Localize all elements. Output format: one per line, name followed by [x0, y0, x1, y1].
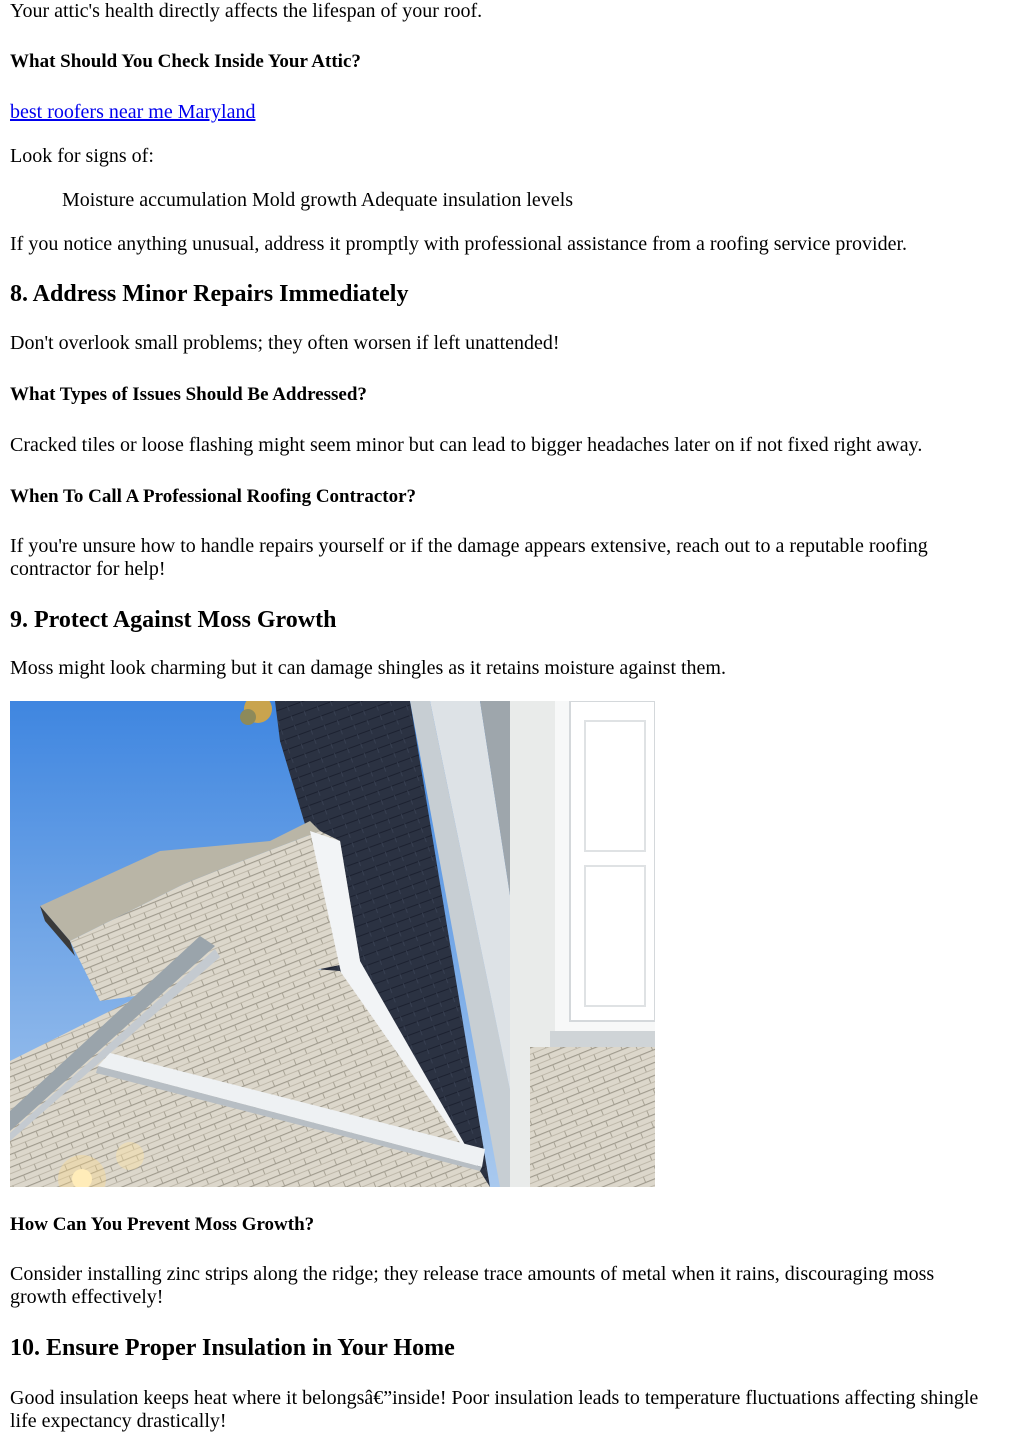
- intro-text: Your attic's health directly affects the lifespan of your roof.: [10, 0, 483, 22]
- issues-text: Cracked tiles or loose flashing might seem minor but can lead to bigger headaches later on if not fixed right away.: [10, 434, 923, 456]
- attic-heading: What Should You Check Inside Your Attic?: [10, 51, 361, 72]
- moss-heading: How Can You Prevent Moss Growth?: [10, 1214, 315, 1235]
- roofers-link[interactable]: best roofers near me Maryland: [10, 101, 256, 123]
- contractor-heading: When To Call A Professional Roofing Contractor?: [10, 486, 417, 507]
- unusual-text: If you notice anything unusual, address it promptly with professional assistance from a roofing service provider.: [10, 233, 908, 255]
- contractor-text-line1: If you're unsure how to handle repairs yourself or if the damage appears extensive, reach out to a reputable roofing: [10, 535, 928, 557]
- roof-chimney-photo: [10, 701, 655, 1187]
- section-9-title: 9. Protect Against Moss Growth: [10, 607, 337, 633]
- section-8-title: 8. Address Minor Repairs Immediately: [10, 281, 409, 307]
- list-item: Mold growth: [251, 189, 357, 211]
- look-for-text: Look for signs of:: [10, 145, 154, 167]
- moss-text-line2: growth effectively!: [10, 1286, 164, 1308]
- list-item: Moisture accumulation: [62, 189, 247, 211]
- insulation-text-line1: Good insulation keeps heat where it belongsâ€”inside! Poor insulation leads to temperature fluctuations affecting shingle: [10, 1387, 979, 1409]
- signs-list: [62, 189, 573, 212]
- insulation-text-line2: life expectancy drastically!: [10, 1410, 227, 1432]
- issues-heading: What Types of Issues Should Be Addressed?: [10, 384, 367, 405]
- moss-text-line1: Consider installing zinc strips along the ridge; they release trace amounts of metal when it rains, discouraging moss: [10, 1263, 935, 1285]
- section-8-intro: Don't overlook small problems; they often worsen if left unattended!: [10, 332, 560, 354]
- list-item: Adequate insulation levels: [360, 189, 574, 211]
- contractor-text-line2: contractor for help!: [10, 558, 166, 580]
- section-9-intro: Moss might look charming but it can damage shingles as it retains moisture against them.: [10, 657, 726, 679]
- section-10-title: 10. Ensure Proper Insulation in Your Home: [10, 1335, 455, 1361]
